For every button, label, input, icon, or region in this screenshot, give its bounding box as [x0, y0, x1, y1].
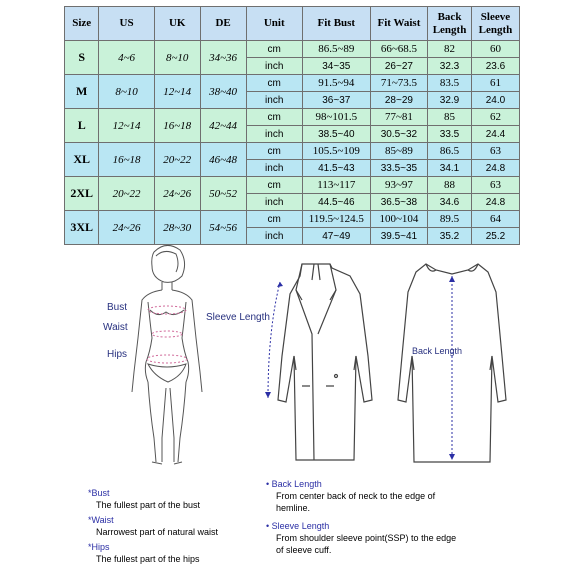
unit-inch-cell: inch: [246, 228, 302, 245]
unit-cm-cell: cm: [246, 143, 302, 160]
fit-waist-cm-cell: 77~81: [370, 109, 427, 126]
fit-bust-inch-cell: 41.5~43: [302, 160, 370, 177]
sleeve-length-cm-cell: 63: [471, 177, 519, 194]
measurement-legend-right: [266, 478, 566, 556]
sleeve-length-inch-cell: 25.2: [471, 228, 519, 245]
back-length-inch-cell: 32.3: [428, 58, 472, 75]
sleeve-length-inch-cell: 24.4: [471, 126, 519, 143]
legend-sleeve-length-desc-2: of sleeve cuff.: [276, 545, 332, 555]
fit-bust-cm-cell: 119.5~124.5: [302, 211, 370, 228]
de-size-cell: 42~44: [200, 109, 246, 143]
unit-cm-cell: cm: [246, 109, 302, 126]
fit-waist-cm-cell: 66~68.5: [370, 41, 427, 58]
fit-bust-inch-cell: 38.5~40: [302, 126, 370, 143]
legend-bust-desc: The fullest part of the bust: [96, 500, 201, 510]
fit-bust-cm-cell: 105.5~109: [302, 143, 370, 160]
fit-waist-cm-cell: 85~89: [370, 143, 427, 160]
legend-bullet-icon: •: [266, 479, 270, 489]
sleeve-length-inch-cell: 24.0: [471, 92, 519, 109]
uk-size-cell: 28~30: [154, 211, 200, 245]
us-size-cell: 24~26: [99, 211, 154, 245]
legend-back-length-desc-1: From center back of neck to the edge of: [276, 491, 436, 501]
legend-back-length-desc-2: hemline.: [276, 503, 311, 513]
unit-cm-cell: cm: [246, 75, 302, 92]
header-de: DE: [200, 7, 246, 41]
back-length-inch-cell: 32.9: [428, 92, 472, 109]
table-row: [65, 143, 520, 160]
size-cell: 2XL: [65, 177, 99, 211]
header-uk: UK: [154, 7, 200, 41]
unit-inch-cell: inch: [246, 194, 302, 211]
fit-waist-cm-cell: 71~73.5: [370, 75, 427, 92]
sleeve-length-inch-cell: 23.6: [471, 58, 519, 75]
back-length-inch-cell: 35.2: [428, 228, 472, 245]
bust-label: Bust: [107, 302, 128, 313]
header-sleeve-length: Sleeve Length: [471, 7, 519, 41]
back-length-inch-cell: 34.1: [428, 160, 472, 177]
de-size-cell: 46~48: [200, 143, 246, 177]
us-size-cell: 8~10: [99, 75, 154, 109]
uk-size-cell: 16~18: [154, 109, 200, 143]
fit-waist-inch-cell: 28~29: [370, 92, 427, 109]
sleeve-length-label: Sleeve Length: [206, 312, 270, 323]
coat-front-illustration: [256, 260, 376, 472]
us-size-cell: 20~22: [99, 177, 154, 211]
sleeve-length-inch-cell: 24.8: [471, 194, 519, 211]
legend-hips-term: *Hips: [88, 542, 110, 552]
header-unit: Unit: [246, 7, 302, 41]
us-size-cell: 4~6: [99, 41, 154, 75]
header-fit-bust: Fit Bust: [302, 7, 370, 41]
uk-size-cell: 20~22: [154, 143, 200, 177]
unit-cm-cell: cm: [246, 177, 302, 194]
waist-label: Waist: [103, 322, 128, 333]
fit-bust-inch-cell: 47~49: [302, 228, 370, 245]
back-length-inch-cell: 33.5: [428, 126, 472, 143]
sleeve-length-cm-cell: 64: [471, 211, 519, 228]
legend-waist-desc: Narrowest part of natural waist: [96, 527, 219, 537]
fit-waist-inch-cell: 30.5~32: [370, 126, 427, 143]
unit-inch-cell: inch: [246, 126, 302, 143]
fit-waist-inch-cell: 39.5~41: [370, 228, 427, 245]
back-length-cm-cell: 88: [428, 177, 472, 194]
fit-waist-inch-cell: 26~27: [370, 58, 427, 75]
header-size: Size: [65, 7, 99, 41]
sleeve-length-cm-cell: 61: [471, 75, 519, 92]
unit-cm-cell: cm: [246, 211, 302, 228]
fit-waist-inch-cell: 36.5~38: [370, 194, 427, 211]
legend-sleeve-length-term: Sleeve Length: [271, 521, 330, 531]
legend-waist-term: *Waist: [88, 515, 114, 525]
size-cell: 3XL: [65, 211, 99, 245]
hips-label: Hips: [107, 349, 128, 360]
sleeve-length-inch-cell: 24.8: [471, 160, 519, 177]
measurement-legend-left: [88, 487, 268, 565]
us-size-cell: 12~14: [99, 109, 154, 143]
de-size-cell: 50~52: [200, 177, 246, 211]
size-cell: XL: [65, 143, 99, 177]
table-row: [65, 41, 520, 58]
size-cell: S: [65, 41, 99, 75]
fit-bust-inch-cell: 36~37: [302, 92, 370, 109]
legend-hips-desc: The fullest part of the hips: [96, 554, 200, 564]
header-back-length: Back Length: [428, 7, 472, 41]
size-chart-table: [64, 6, 520, 245]
sleeve-length-cm-cell: 60: [471, 41, 519, 58]
header-fit-waist: Fit Waist: [370, 7, 427, 41]
size-cell: L: [65, 109, 99, 143]
de-size-cell: 54~56: [200, 211, 246, 245]
fit-bust-cm-cell: 98~101.5: [302, 109, 370, 126]
fit-waist-cm-cell: 100~104: [370, 211, 427, 228]
fit-bust-cm-cell: 91.5~94: [302, 75, 370, 92]
size-cell: M: [65, 75, 99, 109]
back-length-cm-cell: 83.5: [428, 75, 472, 92]
back-length-cm-cell: 86.5: [428, 143, 472, 160]
body-figure-illustration: [118, 242, 214, 468]
legend-sleeve-length-desc-1: From shoulder sleeve point(SSP) to the edge: [276, 533, 457, 543]
fit-bust-cm-cell: 113~117: [302, 177, 370, 194]
table-row: [65, 177, 520, 194]
legend-back-length-term: Back Length: [271, 479, 322, 489]
table-row: [65, 211, 520, 228]
uk-size-cell: 24~26: [154, 177, 200, 211]
coat-back-illustration: [396, 260, 508, 474]
fit-bust-inch-cell: 44.5~46: [302, 194, 370, 211]
measurement-illustrations: [0, 238, 580, 468]
sleeve-length-cm-cell: 62: [471, 109, 519, 126]
unit-cm-cell: cm: [246, 41, 302, 58]
table-header-row: [65, 7, 520, 41]
unit-inch-cell: inch: [246, 92, 302, 109]
fit-bust-cm-cell: 86.5~89: [302, 41, 370, 58]
back-length-cm-cell: 89.5: [428, 211, 472, 228]
back-length-label: Back Length: [412, 346, 463, 356]
unit-inch-cell: inch: [246, 160, 302, 177]
legend-bust-term: *Bust: [88, 488, 110, 498]
table-row: [65, 75, 520, 92]
de-size-cell: 38~40: [200, 75, 246, 109]
us-size-cell: 16~18: [99, 143, 154, 177]
uk-size-cell: 12~14: [154, 75, 200, 109]
back-length-inch-cell: 34.6: [428, 194, 472, 211]
uk-size-cell: 8~10: [154, 41, 200, 75]
header-us: US: [99, 7, 154, 41]
fit-waist-cm-cell: 93~97: [370, 177, 427, 194]
sleeve-length-cm-cell: 63: [471, 143, 519, 160]
fit-bust-inch-cell: 34~35: [302, 58, 370, 75]
legend-bullet-icon: •: [266, 521, 270, 531]
table-row: [65, 109, 520, 126]
unit-inch-cell: inch: [246, 58, 302, 75]
back-length-cm-cell: 85: [428, 109, 472, 126]
fit-waist-inch-cell: 33.5~35: [370, 160, 427, 177]
de-size-cell: 34~36: [200, 41, 246, 75]
back-length-cm-cell: 82: [428, 41, 472, 58]
